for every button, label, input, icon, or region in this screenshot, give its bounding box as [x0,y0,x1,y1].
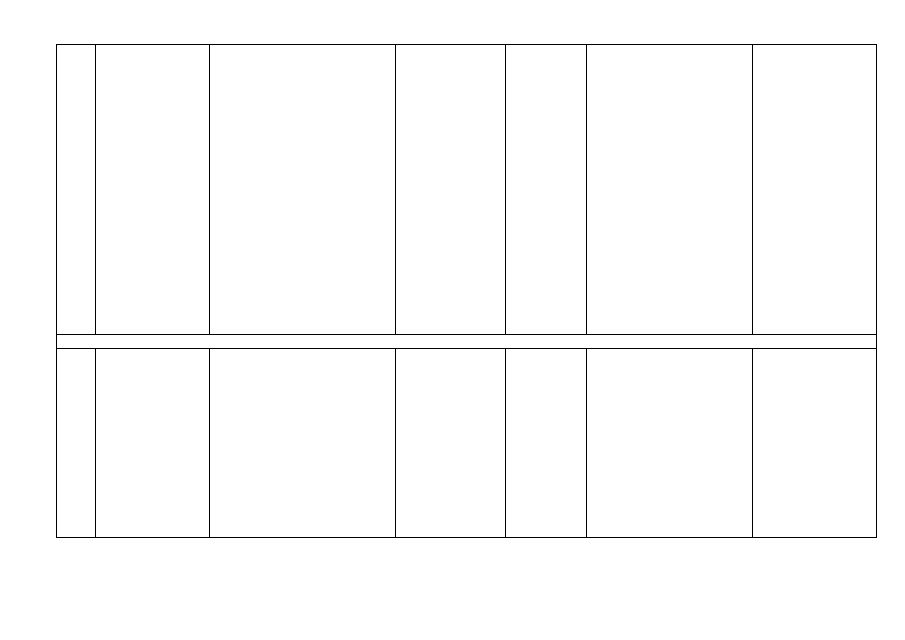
service-conditions [587,349,753,538]
service-name [96,349,210,538]
service-tariff [506,349,587,538]
service-number [57,349,96,538]
table-row [57,349,877,538]
service-content [210,349,396,538]
services-table [56,44,877,538]
service-indicators [753,349,877,538]
cell-name-empty [96,45,210,335]
table-row [57,45,877,335]
cell-term-empty [396,45,506,335]
section-header [57,335,877,349]
cell-indicators-empty [753,45,877,335]
section-row [57,335,877,349]
cell-conditions-continued [587,45,753,335]
cell-content-empty [210,45,396,335]
cell-num-empty [57,45,96,335]
cell-tariff-empty [506,45,587,335]
service-term [396,349,506,538]
